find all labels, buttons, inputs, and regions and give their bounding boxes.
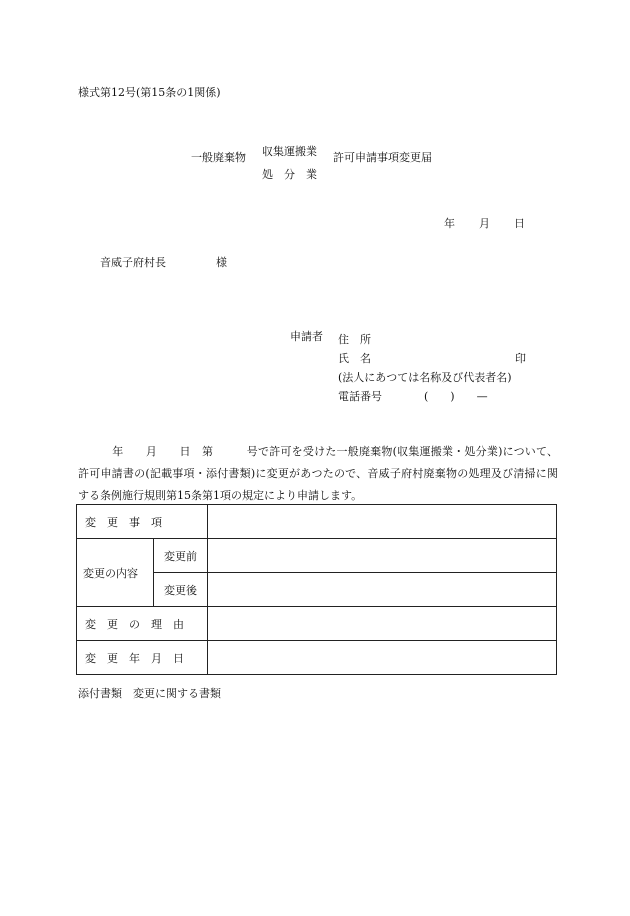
title-document-name: 許可申請事項変更届: [333, 151, 432, 164]
title-disposal: 処 分 業: [262, 168, 317, 181]
applicant-corporate-note: (法人にあつては名称及び代表者名): [338, 371, 512, 384]
before-change-label: 変更前: [154, 539, 208, 573]
attachment-note: 添付書類 変更に関する書類: [78, 687, 221, 700]
after-change-field[interactable]: [208, 573, 557, 607]
applicant-block: [338, 330, 526, 406]
title-business-type-stack: [262, 140, 317, 186]
change-content-label: 変更の内容: [77, 539, 154, 607]
date-year: 年: [444, 217, 455, 230]
applicant-name-label: 氏 名: [338, 352, 371, 365]
application-statement-text: 年 月 日 第 号で許可を受けた一般廃棄物(収集運搬業・処分業)について、許可申請書の(記載事項・添付書類)に変更があつたので、音威子府村廃棄物の処理及び清掃に関する条例施行規則第15条第1項の規定により申請します。: [78, 445, 558, 502]
addressee-honorific: 様: [216, 256, 227, 269]
submission-date-line: [444, 217, 525, 230]
addressee-name: 音威子府村長: [100, 256, 166, 269]
table-row: [77, 505, 557, 539]
applicant-phone-format: ( ) —: [424, 390, 488, 403]
seal-mark: 印: [515, 352, 526, 365]
date-month: 月: [479, 217, 490, 230]
application-statement: [78, 441, 558, 507]
applicant-label: 申請者: [290, 330, 323, 343]
table-row: [77, 607, 557, 641]
table-row: [77, 539, 557, 573]
row-change-item-label: 変 更 事 項: [77, 505, 208, 539]
before-change-field[interactable]: [208, 539, 557, 573]
applicant-phone-label: 電話番号: [338, 390, 382, 403]
form-number: 様式第12号(第15条の1関係): [78, 86, 221, 99]
table-row: [77, 641, 557, 675]
change-date-label: 変 更 年 月 日: [77, 641, 208, 675]
after-change-label: 変更後: [154, 573, 208, 607]
date-day: 日: [514, 217, 525, 230]
applicant-address-label: 住 所: [338, 333, 371, 346]
title-collection-transport: 収集運搬業: [262, 145, 317, 158]
change-reason-field[interactable]: [208, 607, 557, 641]
addressee: [100, 256, 227, 269]
change-details-table: [76, 504, 557, 675]
change-reason-label: 変 更 の 理 由: [77, 607, 208, 641]
change-item-field[interactable]: [208, 505, 557, 539]
change-date-field[interactable]: [208, 641, 557, 675]
title-waste-type: 一般廃棄物: [191, 151, 246, 164]
